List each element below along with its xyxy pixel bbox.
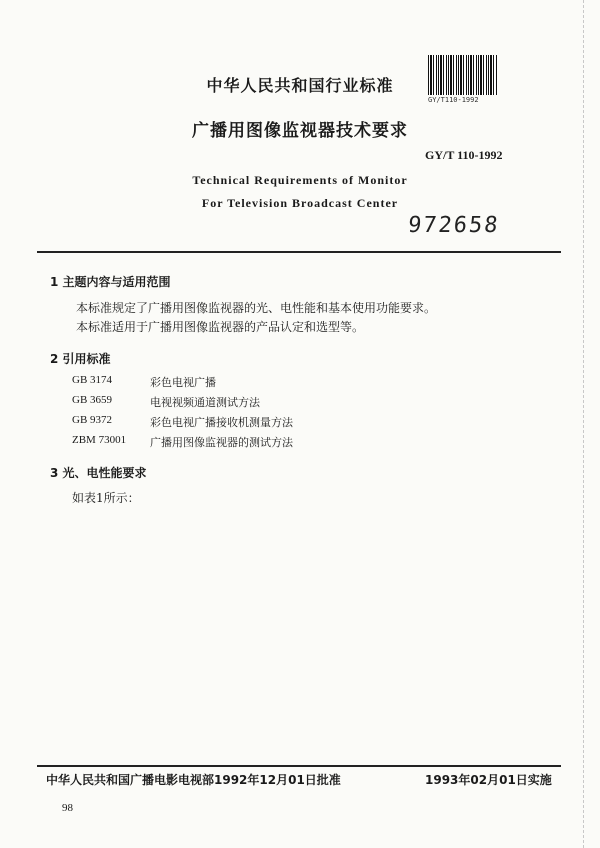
- reference-code: GB 3174: [72, 374, 113, 386]
- reference-item: [72, 374, 293, 394]
- reference-title: 广播用图像监视器的测试方法: [150, 436, 293, 449]
- reference-title: 彩色电视广播: [150, 376, 216, 389]
- document-title-en-line1: Technical Requirements of Monitor: [192, 173, 408, 187]
- reference-item: [72, 434, 293, 454]
- section-3-paragraph-1: 如表1所示：: [72, 491, 140, 505]
- barcode-text: GY/T110-1992: [428, 96, 479, 104]
- section-1-heading: 1 主题内容与适用范围: [50, 275, 171, 289]
- reference-item: [72, 394, 293, 414]
- reference-item: [72, 414, 293, 434]
- document-title-en-line2: For Television Broadcast Center: [201, 196, 399, 210]
- section-1-paragraph-2: 本标准适用于广播用图像监视器的产品认定和选型等。: [76, 320, 365, 334]
- header-rule: [37, 251, 561, 253]
- footer-rule: [37, 765, 561, 767]
- document-title-cn: 广播用图像监视器技术要求: [192, 121, 408, 141]
- reference-code: GB 9372: [72, 414, 113, 426]
- implementation-date: 1993年02月01日实施: [425, 773, 552, 787]
- reference-list: [72, 374, 293, 454]
- section-1-paragraph-1: 本标准规定了广播用图像监视器的光、电性能和基本使用功能要求。: [76, 301, 437, 315]
- reference-code: GB 3659: [72, 394, 113, 406]
- handwritten-number: 972658: [406, 213, 501, 238]
- section-2-heading: 2 引用标准: [50, 352, 111, 366]
- reference-title: 彩色电视广播接收机测量方法: [150, 416, 293, 429]
- industry-standard-label: 中华人民共和国行业标准: [206, 76, 394, 95]
- reference-title: 电视视频通道测试方法: [150, 396, 260, 409]
- reference-code: ZBM 73001: [72, 434, 127, 446]
- section-3-heading: 3 光、电性能要求: [50, 466, 147, 480]
- page-number: 98: [62, 802, 73, 814]
- standard-number: GY/T 110-1992: [425, 148, 503, 162]
- approval-line: 中华人民共和国广播电影电视部1992年12月01日批准: [46, 773, 341, 787]
